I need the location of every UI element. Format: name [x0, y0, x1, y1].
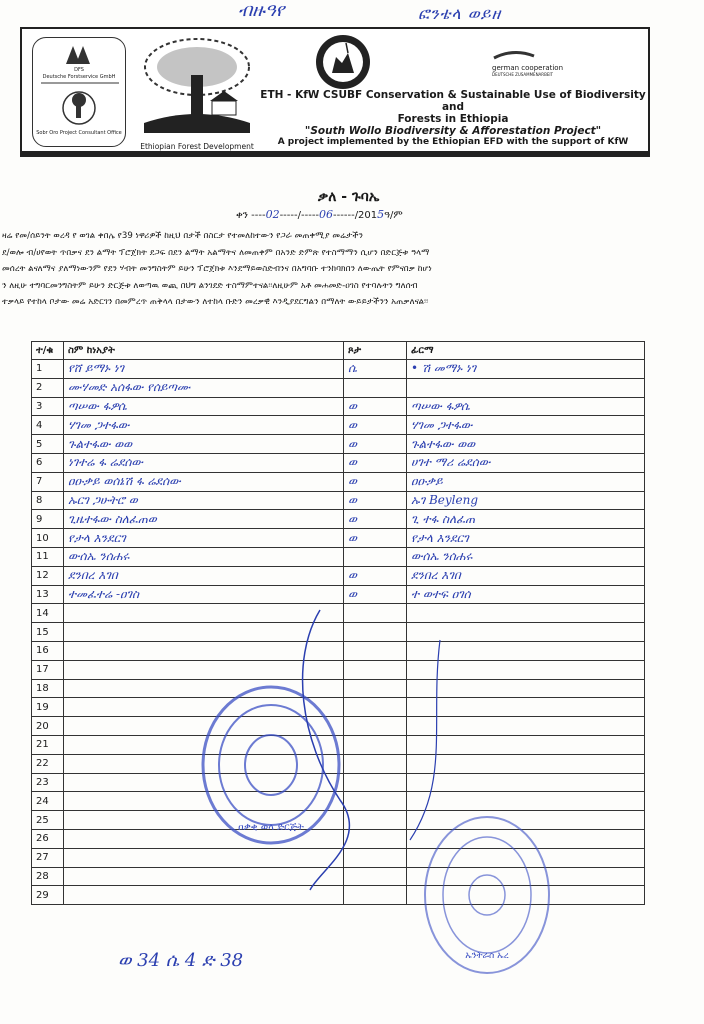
row-signature: ሀገተ ማሪ ሬደሰው [407, 453, 645, 472]
table-row [32, 360, 645, 379]
row-name: ዐዑቃይ ወሰኔሽ ፋ ሬደሰው [64, 472, 344, 491]
row-number: 3 [32, 397, 64, 416]
row-sex: ወ [344, 416, 407, 435]
row-signature: ሃገመ ጋተፋው [407, 416, 645, 435]
table-row [32, 378, 645, 397]
stamp-1-text: ዐቃቂ ወላ ድርጅት [238, 822, 304, 833]
dfs-logo [32, 37, 126, 147]
row-number: 29 [32, 886, 64, 905]
row-number: 24 [32, 792, 64, 811]
row-signature: ኡገ Beyleng [407, 491, 645, 510]
row-number: 9 [32, 510, 64, 529]
title-line-2: Forests in Ethiopia [397, 113, 509, 125]
document-heading: ቃለ - ጉባኤ [318, 189, 380, 205]
row-signature: ጉልተፋው ወወ [407, 435, 645, 454]
efd-caption: Ethiopian Forest Development [140, 142, 254, 151]
row-name: ተመፈተሬ -ዐገስ [64, 585, 344, 604]
row-name: ጉልተፋው ወወ [64, 435, 344, 454]
table-row [32, 435, 645, 454]
title-line-4: A project implemented by the Ethiopian EFD with the support of KfW [277, 137, 629, 147]
row-name: ጣሠው ፋዎሴ [64, 397, 344, 416]
date-label: ቀን [236, 210, 248, 221]
row-sex: ወ [344, 472, 407, 491]
row-number: 20 [32, 717, 64, 736]
table-row [32, 529, 645, 548]
row-number: 1 [32, 360, 64, 379]
row-sex: ወ [344, 397, 407, 416]
col-number: ተ/ቁ [32, 342, 64, 360]
dfs-abbrev: DFS [74, 67, 84, 73]
row-number: 17 [32, 660, 64, 679]
row-signature: የታላ እንደርገ [407, 529, 645, 548]
banner-title [258, 89, 648, 147]
row-sex: ወ [344, 453, 407, 472]
title-line-3: "South Wollo Biodiversity & Afforestation Project" [304, 125, 602, 137]
row-number: 12 [32, 566, 64, 585]
dfs-name: Deutsche Forstservice GmbH [42, 74, 116, 80]
minutes-paragraph [2, 228, 702, 311]
row-number: 14 [32, 604, 64, 623]
row-name: ኡርገ ጋሁትሮ ወ [64, 491, 344, 510]
col-sex: ጾታ [344, 342, 407, 360]
date-day: 02 [265, 208, 280, 221]
date-year-hand: 5 [377, 208, 385, 221]
row-sex: ወ [344, 491, 407, 510]
row-number: 10 [32, 529, 64, 548]
csubf-animal-icon [314, 33, 372, 91]
top-left-handwriting: ብዙዓየ [238, 0, 285, 21]
row-number: 28 [32, 867, 64, 886]
row-name: ውሰኤ ንሰሐሩ [64, 547, 344, 566]
date-line: ቀን ----02-----/-----06------/2015ዓ/ም [236, 208, 403, 221]
row-number: 19 [32, 698, 64, 717]
row-signature: ተ ወተፍ ዐገሰ [407, 585, 645, 604]
paragraph-line: መሰረት ልናለማና ያለማነውንም የደን ሃብት መንግስትም ይሁን ፕሮጀክቱ እንደማይወስድብንና በአግባቡ ተንከባክበን ለውጤት የምናበቃ ከሆነ [2, 264, 432, 274]
row-number: 18 [32, 679, 64, 698]
efd-tree-icon [134, 35, 260, 135]
paragraph-line: ደ/ወሎ ብ/ሀየወት ጥበቃና ደን ልማት ፕሮጀክት ደጋፍ በደን ልማት አልማትና ለመጠቀም በአንድ ድምጽ የተስማማን ሲሆን በድርጅቱ ዓላማ [2, 247, 430, 258]
table-row [32, 510, 645, 529]
row-sex: ወ [344, 566, 407, 585]
row-number: 22 [32, 754, 64, 773]
row-signature: ደንበረ እገበ [407, 566, 645, 585]
row-number: 23 [32, 773, 64, 792]
table-row [32, 472, 645, 491]
row-sex: ወ [344, 510, 407, 529]
row-name: ሃገመ ጋተፋው [64, 416, 344, 435]
row-number: 26 [32, 829, 64, 848]
giz-sub: DEUTSCHE ZUSAMMENARBEIT [492, 72, 553, 77]
row-signature: ጊ ተፋ ስለፈጠ [407, 510, 645, 529]
giz-name: german cooperation [492, 64, 564, 72]
row-number: 11 [32, 547, 64, 566]
row-name: የታላ እንደርገ [64, 529, 344, 548]
efd-logo [134, 35, 260, 151]
row-signature: ዐዑቃይ [407, 472, 645, 491]
paragraph-line: ን ለዚሁ ተግባርመንግስትም ይሁን ድርጅቱ ለወጣዉ ወጪ በህግ ልንገደድ ተስማምተናል፡፡ለዚሁም አቶ መሐመድ-ዐገስ የተባሉትን ግለሰብ [2, 280, 418, 291]
table-row [32, 547, 645, 566]
row-sex: ወ [344, 585, 407, 604]
row-number: 27 [32, 848, 64, 867]
row-number: 16 [32, 641, 64, 660]
row-number: 25 [32, 811, 64, 830]
row-sex: ወ [344, 435, 407, 454]
row-sex: ወ [344, 529, 407, 548]
top-right-handwriting: ፎንቴላ ወይዘ [418, 4, 502, 23]
date-suffix: ዓ/ም [384, 210, 403, 221]
row-number: 5 [32, 435, 64, 454]
row-signature [407, 378, 645, 397]
table-row [32, 566, 645, 585]
row-name: ሙሃመድ አሰፋው የሰይጣሙ [64, 378, 344, 397]
row-number: 4 [32, 416, 64, 435]
row-number: 21 [32, 735, 64, 754]
row-sex [344, 378, 407, 397]
row-name: ጊዜተፋው ስለፈጠወ [64, 510, 344, 529]
row-number: 8 [32, 491, 64, 510]
row-number: 15 [32, 623, 64, 642]
row-name: ደንበረ እገበ [64, 566, 344, 585]
col-name: ስም ከነአያት [64, 342, 344, 360]
stamp-2-text: ኡንትራስ ኡረ [465, 951, 509, 961]
date-year-prefix: /201 [354, 210, 378, 221]
row-number: 13 [32, 585, 64, 604]
giz-swoosh-icon [492, 50, 536, 60]
german-cooperation-logo [492, 45, 572, 81]
row-sex: ሴ [344, 360, 407, 379]
row-signature: ጣሠው ፋዎሴ [407, 397, 645, 416]
row-name: ነገተሬ ፋ ሬደሰው [64, 453, 344, 472]
row-number: 7 [32, 472, 64, 491]
row-signature: ውሰኤ ንሰሐሩ [407, 547, 645, 566]
table-row [32, 397, 645, 416]
table-row [32, 491, 645, 510]
csubf-logo [314, 33, 372, 91]
row-sex [344, 547, 407, 566]
table-row [32, 453, 645, 472]
row-number: 6 [32, 453, 64, 472]
footer-tally: ወ 34 ሴ 4 ድ 38 [118, 950, 244, 971]
dfs-office: Sobr Oro Project Consultant Office [36, 130, 122, 136]
project-banner [20, 27, 650, 157]
row-name: የሸ ይማኑ ነገ [64, 360, 344, 379]
paragraph-line: ዛሬ የመ/ሰይንት ወረዳ የ ወገል ቀበሌ የ39 ነዋሪዎች ከዚህ በታች በስርታ የተመለከተውን የጋራ መጠቀሚያ መሬታችን [2, 231, 363, 241]
paragraph-line: ተቃላይ የተከላ ቦታው መሬ አድርገን በመምረጥ ጠቅላላ በታውን ለተከላ ቡድን መረቃዊ እንዲያደርግልን በማለት ውይይታችንን አጠቃለናል፡፡ [2, 297, 429, 307]
pen-scribble [280, 600, 460, 900]
row-number: 2 [32, 378, 64, 397]
col-signature: ፊርማ [407, 342, 645, 360]
row-signature: • ሽ መማኑ ነገ [407, 360, 645, 379]
title-line-1: ETH - KfW CSUBF Conservation & Sustainable Use of Biodiversity and [260, 89, 646, 113]
table-row [32, 416, 645, 435]
table-header-row [32, 342, 645, 360]
date-month: 06 [319, 208, 334, 221]
